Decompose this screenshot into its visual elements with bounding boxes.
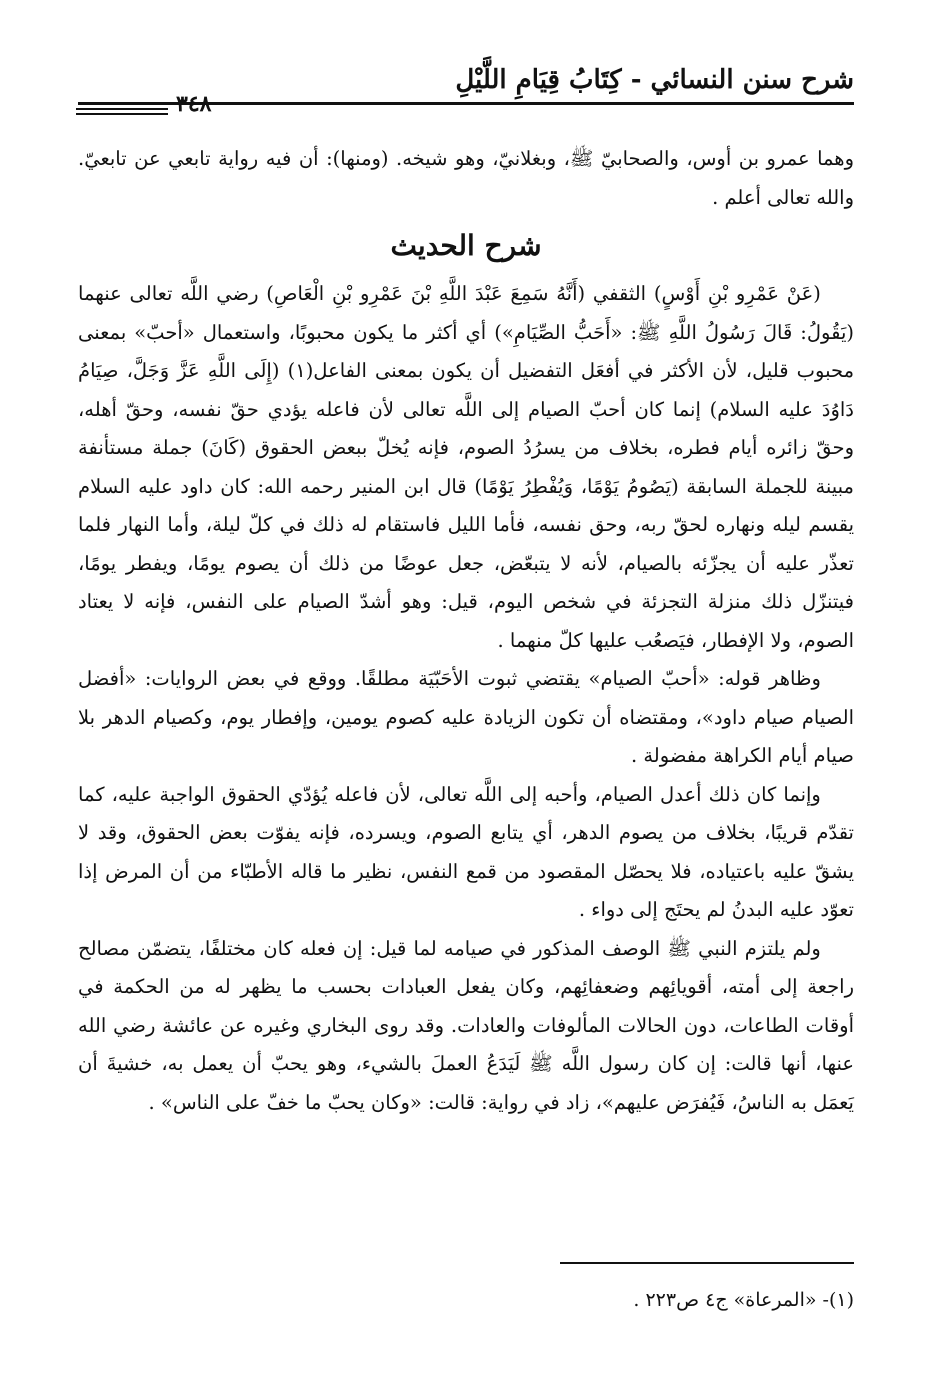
paragraph-most-balanced <box>78 776 854 930</box>
body-text <box>78 140 854 1122</box>
paragraph-prophet-practice <box>78 930 854 1123</box>
text-line: يؤدي حقّ نفسه، وحقّ أهله، وحقّ زائره أيام فطره، بخلاف من يسرُدُ الصوم، فإنه <box>78 397 855 459</box>
text-line: يُخلّ ببعض الحقوق (كَانَ) جملة مستأنفة مبينة للجملة السابقة (يَصُومُ يَوْمًا، وَيُفْطِرُ يَوْمًا) <box>78 436 855 498</box>
text-line: الإفطار، فيَصعُب عليها كلّ منهما . <box>497 628 765 652</box>
text-line: الليل فاستقام له ذلك في كلّ ليلة، وأما النهار فلما تعذّر عليه أن يجزّئه بالصيام، لأنه لا <box>78 513 854 575</box>
text-line: (إِلَى اللَّهِ عَزَّ وَجَلَّ، صِيَامُ دَاوُدَ عليه السلام) إنما كان أحبّ الصيام إلى اللَّه تعالى لأن فاعله <box>78 359 854 421</box>
footnote: (١)- «المرعاة» ج٤ ص٢٢٣ . <box>633 1289 854 1311</box>
running-title: شرح سنن النسائي - كِتَابُ قِيَامِ اللَّيْلِ <box>455 65 854 95</box>
text-line: يتبعّض، جعل عوضًا من ذلك أن يصوم يومًا، ويفطر يومًا، فيتنزّل ذلك منزلة التجزئة <box>78 551 855 613</box>
text-line: يتضمّن مصالح راجعة إلى أمته، أقويائِهم وضعفائِهم، وكان يفعل العبادات بحسب ما <box>78 936 854 998</box>
text-line: وظاهر قوله: «أحبّ الصيام» يقتضي ثبوت الأحَبّيَة مطلقًا. ووقع في بعض <box>226 667 821 690</box>
paragraph-hadith-commentary <box>78 275 854 660</box>
text-line: وإفطار يوم، وكصيام الدهر بلا صيام أيام الكراهة مفضولة . <box>78 705 854 767</box>
text-line: تابعي عن تابعيّ. والله تعالى أعلم . <box>78 147 854 209</box>
text-line: عنهما (يَقُولُ: قَالَ رَسُولُ اللَّهِ ﷺ: «أَحَبُّ الصِّيَامِ») أي أكثر ما يكون محبوبًا، واستعمال <box>78 282 854 344</box>
section-heading: شرح الحديث <box>390 229 542 262</box>
paragraph-apparent-meaning <box>78 660 854 776</box>
text-line: الروايات: «أفضل الصيام صيام داود»، ومقتضاه أن تكون الزيادة عليه كصوم يومين، <box>78 667 854 729</box>
text-line: النفس، نظير ما قاله الأطبّاء من أن المرض إذا تعوّد عليه البدنُ لم يحتَج إلى دواء . <box>78 859 854 921</box>
text-line: فإنه يفوّت بعض الحقوق، وقد لا يشقّ عليه باعتياده، فلا يحصّل المقصود من قمع <box>78 821 855 883</box>
text-line: وهما عمرو بن أوس، والصحابيّ ﷺ، وبغلانيّ، وهو شيخه. (ومنها): أن فيه رواية <box>218 147 854 170</box>
paragraph-intro <box>78 140 854 217</box>
text-line: الواجبة عليه، كما تقدّم قريبًا، بخلاف من يصوم الدهر، أي يتابع الصوم، ويسرده، <box>78 782 854 844</box>
page-number: ٣٤٨ <box>176 91 212 117</box>
text-line: (عَنْ عَمْرِو بْنِ أَوْسٍ) الثقفي (أَنَّهُ سَمِعَ عَبْدَ اللَّهِ بْنَ عَمْرِو بْنِ الْعَاصِ) رضي اللَّه تعالى <box>129 282 821 305</box>
footnote-rule <box>560 1262 854 1264</box>
text-line: وإنما كان ذلك أعدل الصيام، وأحبه إلى اللَّه تعالى، لأن فاعله يُؤدّي الحقوق <box>221 782 821 806</box>
text-line: ولم يلتزم النبي ﷺ الوصف المذكور في صيامه لما قيل: إن فعله كان مختلفًا، <box>198 936 821 960</box>
text-line: بالشيء، وهو يحبّ أن يعمل به، خشيةَ أن يَعمَل به الناسُ، فَيُفرَض عليهم»، زاد في <box>78 1052 854 1114</box>
text-line: يظهر له من الحكمة في أوقات الطاعات، دون الحالات المألوفات والعادات. وقد <box>78 975 855 1037</box>
text-line: قال ابن المنير رحمه الله: كان داود عليه السلام يقسم ليله ونهاره لحقّ ربه، وحق نفسه، فأما <box>78 474 854 536</box>
text-line: روى البخاري وغيره عن عائشة رضي الله عنها، أنها قالت: إن كان رسول اللَّه ﷺ لَيَدَعُ العملَ <box>78 1013 854 1075</box>
text-line: «أحبّ» بمعنى محبوب قليل، لأن الأكثر في أفعَل التفضيل أن يكون بمعنى الفاعل(١) <box>78 320 855 382</box>
page-number-rule-lower <box>76 113 168 115</box>
text-line: رواية: قالت: «وكان يحبّ ما خفّ على الناس» . <box>148 1090 528 1114</box>
page-number-rule <box>76 108 168 110</box>
text-line: في شخص اليوم، قيل: وهو أشدّ الصيام على النفس، فإنه لا يعتاد الصوم، ولا <box>78 590 854 652</box>
